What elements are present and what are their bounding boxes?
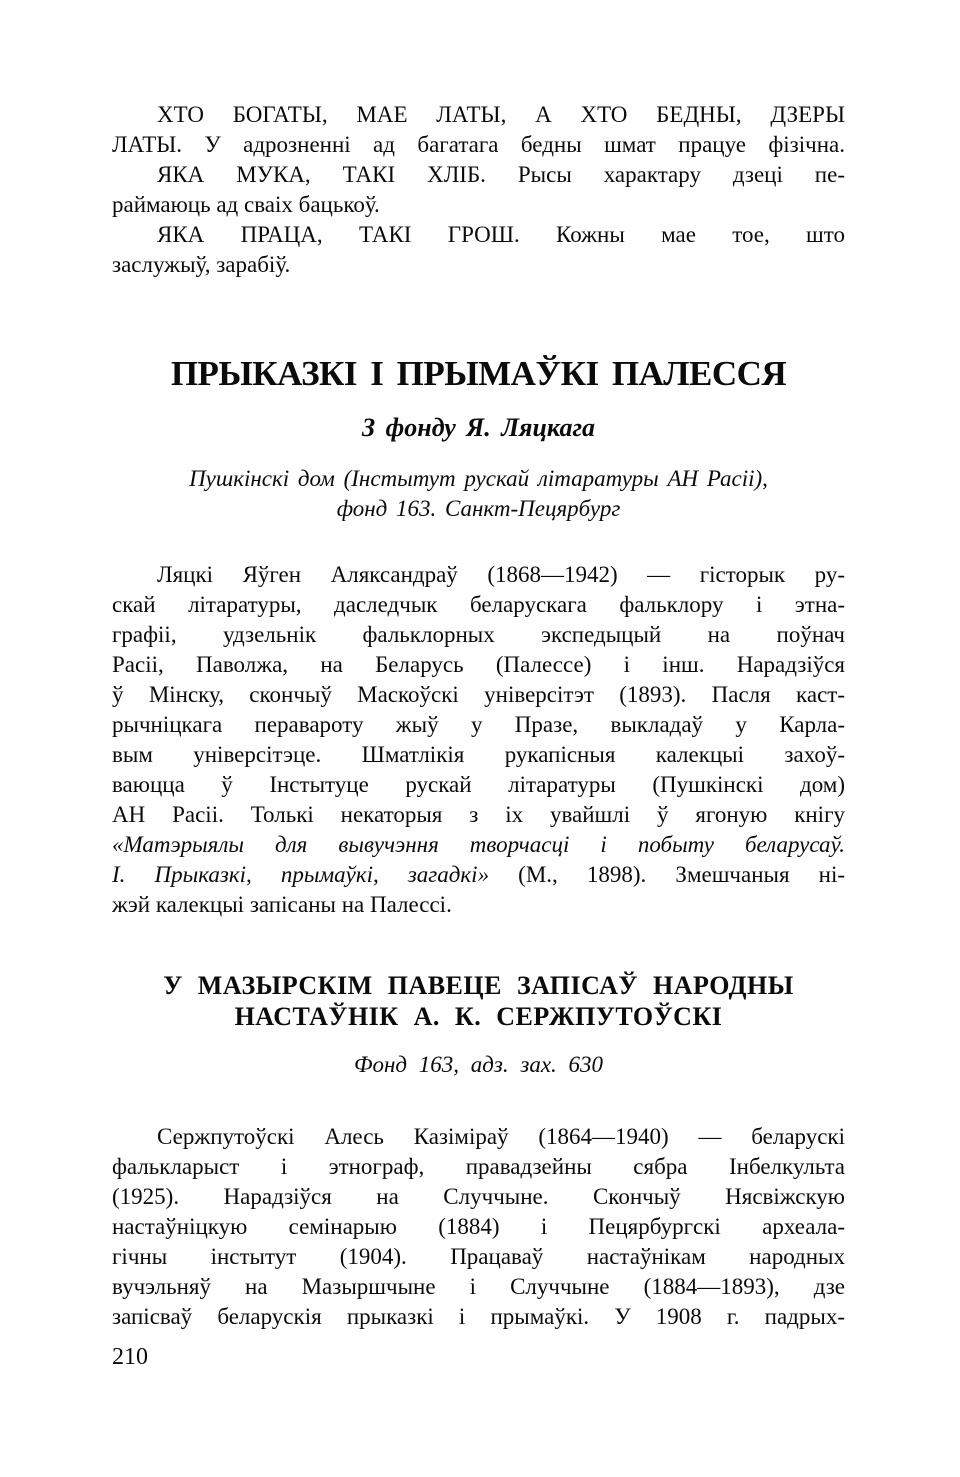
bio-line: (1925). Нарадзіўся на Случчыне. Скончыў Нясвіжскую: [112, 1184, 845, 1209]
bio-line: настаўніцкую семінарыю (1884) і Пецярбургскі археала-: [112, 1214, 845, 1239]
bio-line-mixed: [112, 860, 845, 890]
section2-title-line: У МАЗЫРСКІМ ПАВЕЦЕ ЗАПІСАЎ НАРОДНЫ: [163, 971, 794, 1000]
section2-title-line: НАСТАЎНІК А. К. СЕРЖПУТОЎСКІ: [234, 1002, 723, 1031]
section2-title: [112, 970, 845, 1032]
section1-source: [112, 464, 845, 524]
proverbs-line: ХТО БОГАТЫ, МАЕ ЛАТЫ, А ХТО БЕДНЫ, ДЗЕРЫ: [157, 102, 845, 127]
bio-line: ваюцца ў Інстытуце рускай літаратуры (Пушкінскі дом): [112, 772, 845, 797]
section2-bio: [112, 1122, 845, 1332]
proverbs-line: ЛАТЫ. У адрозненні ад багатага бедны шмат працуе фізічна.: [112, 132, 845, 157]
bio-last-line: жэй калекцыі запісаны на Палессі.: [112, 892, 452, 917]
source-line: Пушкінскі дом (Інстытут рускай літаратуры АН Расіі),: [189, 466, 768, 491]
section1-title: ПРЫКАЗКІ І ПРЫМАЎКІ ПАЛЕССЯ: [170, 354, 787, 393]
source-line: фонд 163. Санкт-Пецярбург: [336, 496, 621, 521]
bio-line: Сержпутоўскі Алесь Казіміраў (1864—1940) — беларускі: [157, 1124, 845, 1149]
bio-line: фалькларыст і этнограф, правадзейны сябра Інбелкульта: [112, 1154, 845, 1179]
bio-line: запісваў беларускія прыказкі і прымаўкі. У 1908 г. падрых-: [112, 1304, 845, 1329]
bio-line: АН Расіі. Толькі некаторыя з іх увайшлі ў ягоную кнігу: [112, 802, 845, 827]
section2-fond: Фонд 163, адз. зах. 630: [353, 1052, 604, 1077]
bio-line: Ляцкі Яўген Аляксандраў (1868—1942) — гісторык ру-: [157, 562, 845, 587]
page-number: 210: [112, 1344, 148, 1370]
proverbs-line: ЯКА МУКА, ТАКІ ХЛІБ. Рысы характару дзеці пе-: [157, 162, 845, 187]
proverbs-line: заслужыў, зарабіў.: [112, 252, 291, 277]
bio-line: вучэльняў на Мазыршчыне і Случчыне (1884—1893), дзе: [112, 1274, 845, 1299]
bio-line: рычніцкага перавароту жыў у Празе, выкладаў у Карла-: [112, 712, 845, 737]
bio-line: графіі, удзельнік фальклорных экспедыцый на поўнач: [112, 622, 845, 647]
bio-after-title: (М., 1898). Змешчаныя ні-: [489, 862, 845, 887]
bio-line: Расіі, Паволжа, на Беларусь (Палессе) і інш. Нарадзіўся: [112, 652, 845, 677]
bio-line: гічны інстытут (1904). Працаваў настаўнікам народных: [112, 1244, 845, 1269]
bio-book-title-line: «Матэрыялы для вывучэння творчасці і побыту беларусаў.: [112, 832, 845, 857]
bio-line: ў Мінску, скончыў Маскоўскі універсітэт (1893). Пасля каст-: [112, 682, 845, 707]
proverbs-line: ЯКА ПРАЦА, ТАКІ ГРОШ. Кожны мае тое, што: [157, 222, 845, 247]
section1-bio: [112, 560, 845, 920]
bio-line: скай літаратуры, даследчык беларускага фальклору і этна-: [112, 592, 845, 617]
book-title-continuation: І. Прыказкі, прымаўкі, загадкі»: [112, 862, 490, 887]
proverbs-line: раймаюць ад сваіх бацькоў.: [112, 192, 380, 217]
bio-line: вым універсітэце. Шматлікія рукапісныя калекцыі захоў-: [112, 742, 845, 767]
proverbs-block: [112, 100, 845, 280]
section1-subtitle: З фонду Я. Ляцкага: [361, 413, 596, 442]
